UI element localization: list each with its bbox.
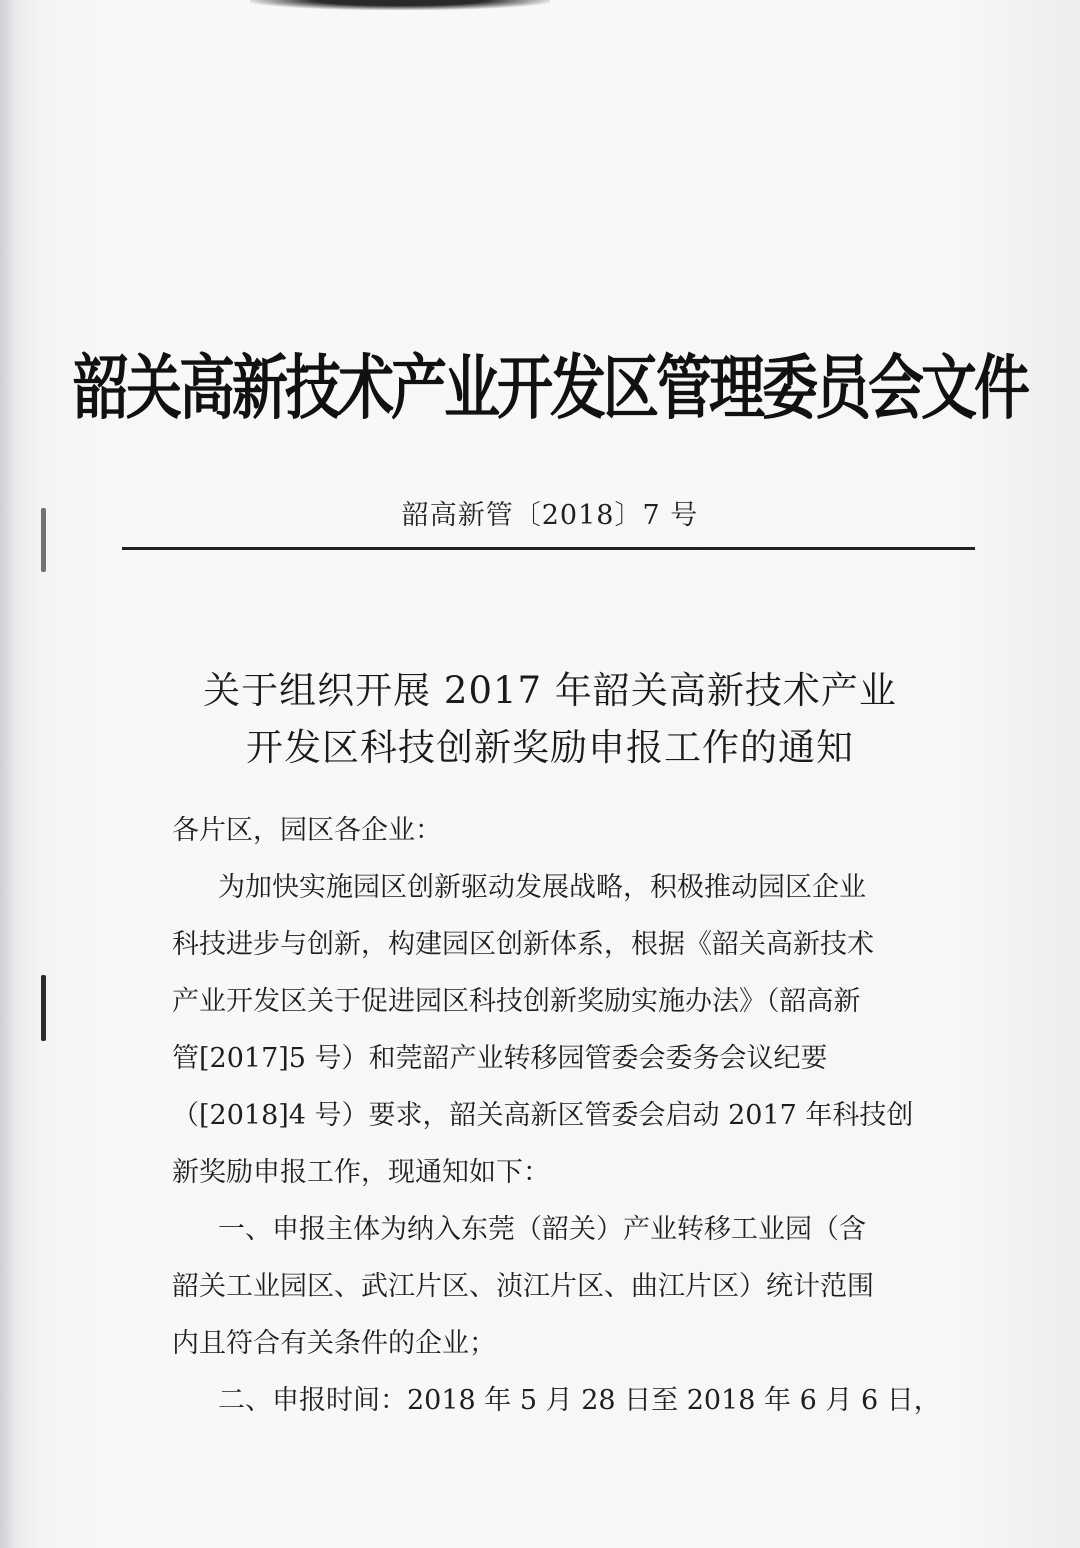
body-line: 科技进步与创新，构建园区创新体系，根据《韶关高新技术 (172, 929, 874, 960)
body-line: （[2018]4 号）要求，韶关高新区管委会启动 2017 年科技创 (172, 1100, 914, 1131)
salutation: 各片区，园区各企业： (172, 815, 442, 846)
body-line: 内且符合有关条件的企业； (172, 1328, 496, 1359)
body-line: 产业开发区关于促进园区科技创新奖励实施办法》（韶高新 (172, 986, 861, 1017)
page-edge-shadow (0, 0, 14, 1548)
body-line: 新奖励申报工作，现通知如下： (172, 1157, 550, 1188)
body-line: 一、申报主体为纳入东莞（韶关）产业转移工业园（含 (218, 1214, 866, 1245)
document-header-title: 韶关高新技术产业开发区管理委员会文件 (73, 346, 1027, 430)
body-line: 管[2017]5 号）和莞韶产业转移园管委会委务会议纪要 (172, 1043, 828, 1074)
body-line: 为加快实施园区创新驱动发展战略，积极推动园区企业 (218, 872, 866, 903)
header-divider (122, 547, 975, 550)
binder-clip-shadow (250, 0, 550, 10)
document-number: 韶高新管〔2018〕7 号 (401, 500, 699, 531)
staple-mark-lower (41, 975, 46, 1041)
notice-title-line-1: 关于组织开展 2017 年韶关高新技术产业 (203, 669, 897, 712)
body-line: 二、申报时间：2018 年 5 月 28 日至 2018 年 6 月 6 日， (218, 1385, 941, 1416)
notice-title-line-2: 开发区科技创新奖励申报工作的通知 (246, 726, 854, 769)
body-line: 韶关工业园区、武江片区、浈江片区、曲江片区）统计范围 (172, 1271, 874, 1302)
